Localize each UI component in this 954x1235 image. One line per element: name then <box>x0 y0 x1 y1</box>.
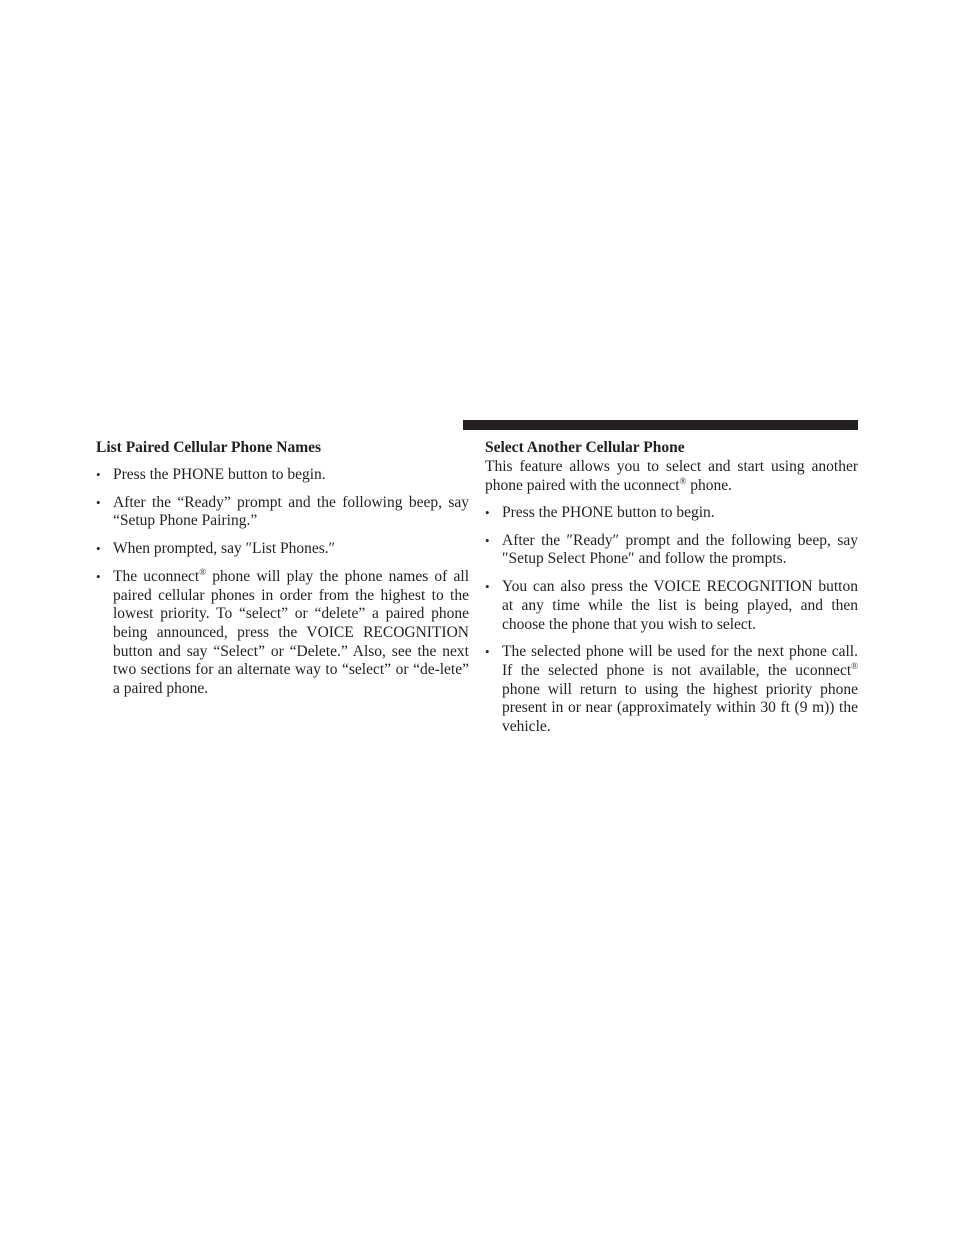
bullet-list-list-phones <box>96 466 469 699</box>
bullet-icon: • <box>96 467 101 482</box>
list-item: • You can also press the VOICE RECOGNITION button at any time while the list is being played, and then choose the phone that you wish to select. <box>485 578 858 633</box>
intro-paragraph: This feature allows you to select and start using another phone paired with the uconnect® phone. <box>485 458 858 494</box>
bullet-icon: • <box>96 568 101 584</box>
section-heading-list-phones: List Paired Cellular Phone Names <box>96 439 322 456</box>
list-item: • Press the PHONE button to begin. <box>485 504 715 521</box>
section-rule <box>463 420 858 430</box>
bullet-icon: • <box>96 541 101 557</box>
list-item: • The selected phone will be used for the next phone call. If the selected phone is not available, the uconnect® phone will return to using the highest priority phone present in or near (approximately within 30 ft (9 m)) the vehicle. <box>485 643 858 736</box>
bullet-list-select-phone <box>485 504 858 737</box>
section-heading-select-phone: Select Another Cellular Phone <box>485 439 685 456</box>
right-column <box>485 437 858 746</box>
bullet-icon: • <box>485 532 490 548</box>
list-item: • The uconnect® phone will play the phone names of all paired cellular phones in order from the highest to the lowest priority. To “select” or “delete” a paired phone being announced, press the VOICE RECOGNITION button and say “Select” or “Delete.” Also, see the next two sections for an alternate way to “select” or “de-lete” a paired phone. <box>96 566 470 698</box>
bullet-icon: • <box>485 644 490 660</box>
list-item: • After the “Ready” prompt and the following beep, say “Setup Phone Pairing.” <box>96 493 469 530</box>
bullet-icon: • <box>96 494 101 510</box>
bullet-icon: • <box>485 505 490 520</box>
list-item: • When prompted, say ″List Phones.″ <box>96 540 336 558</box>
bullet-icon: • <box>485 579 490 595</box>
left-column <box>96 437 469 708</box>
list-item: • Press the PHONE button to begin. <box>96 466 326 483</box>
list-item: • After the ″Ready″ prompt and the following beep, say ″Setup Select Phone″ and follow the prompts. <box>485 531 858 568</box>
